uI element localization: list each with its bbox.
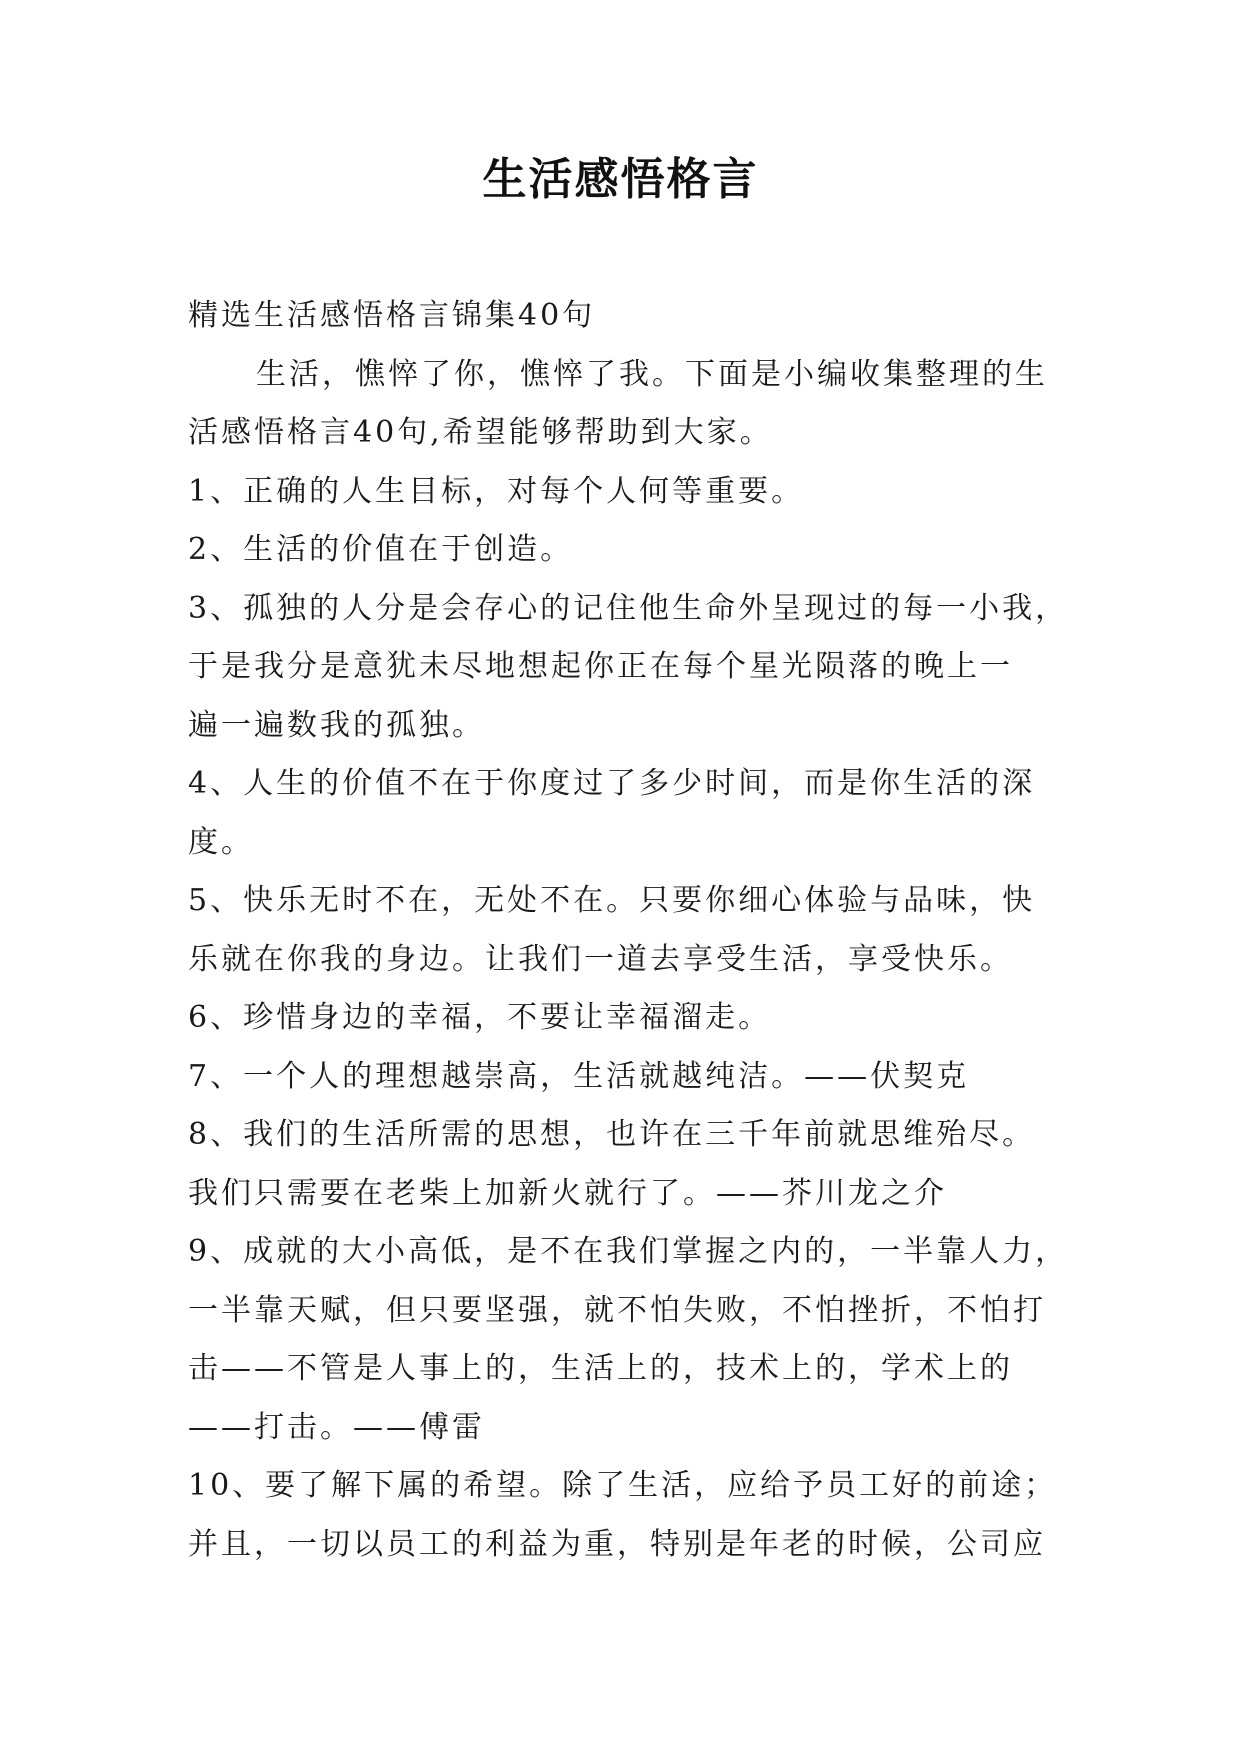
quote-line: 于是我分是意犹未尽地想起你正在每个星光陨落的晚上一 <box>188 649 1013 684</box>
quote-line: 一半靠天赋，但只要坚强，就不怕失败，不怕挫折，不怕打 <box>188 1292 1046 1328</box>
quote-line: 6、珍惜身边的幸福，不要让幸福溜走。 <box>188 1000 772 1035</box>
quote-line: 7、一个人的理想越崇高，生活就越纯洁。——伏契克 <box>188 1058 970 1094</box>
quote-line: 5、快乐无时不在，无处不在。只要你细心体验与品味，快 <box>188 883 1036 918</box>
quote-line: 9、成就的大小高低，是不在我们掌握之内的，一半靠人力， <box>188 1234 1069 1269</box>
quote-line: 乐就在你我的身边。让我们一道去享受生活，享受快乐。 <box>188 941 1013 977</box>
quote-line: 击——不管是人事上的，生活上的，技术上的，学术上的 <box>188 1351 1013 1386</box>
quote-line: 2、生活的价值在于创造。 <box>188 532 574 567</box>
intro-line: 活感悟格言40句,希望能够帮助到大家。 <box>188 415 773 450</box>
quote-line: 我们只需要在老柴上加新火就行了。——芥川龙之介 <box>188 1175 947 1211</box>
quote-line: 10、要了解下属的希望。除了生活，应给予员工好的前途； <box>188 1468 1058 1503</box>
quote-line: ——打击。——傅雷 <box>188 1409 485 1445</box>
quote-line: 3、孤独的人分是会存心的记住他生命外呈现过的每一小我， <box>188 590 1069 626</box>
document-title: 生活感悟格言 <box>482 154 759 205</box>
intro-line: 生活，憔悴了你，憔悴了我。下面是小编收集整理的生 <box>256 356 1048 392</box>
quote-line: 遍一遍数我的孤独。 <box>188 707 485 743</box>
document-body <box>188 287 1068 1574</box>
quote-line: 度。 <box>188 824 254 860</box>
quote-line: 并且，一切以员工的利益为重，特别是年老的时候，公司应 <box>188 1526 1046 1562</box>
quote-line: 1、正确的人生目标，对每个人何等重要。 <box>188 473 805 509</box>
quote-line: 8、我们的生活所需的思想，也许在三千年前就思维殆尽。 <box>188 1117 1036 1152</box>
quote-line: 4、人生的价值不在于你度过了多少时间，而是你生活的深 <box>188 766 1036 801</box>
subtitle-line: 精选生活感悟格言锦集40句 <box>188 298 596 333</box>
